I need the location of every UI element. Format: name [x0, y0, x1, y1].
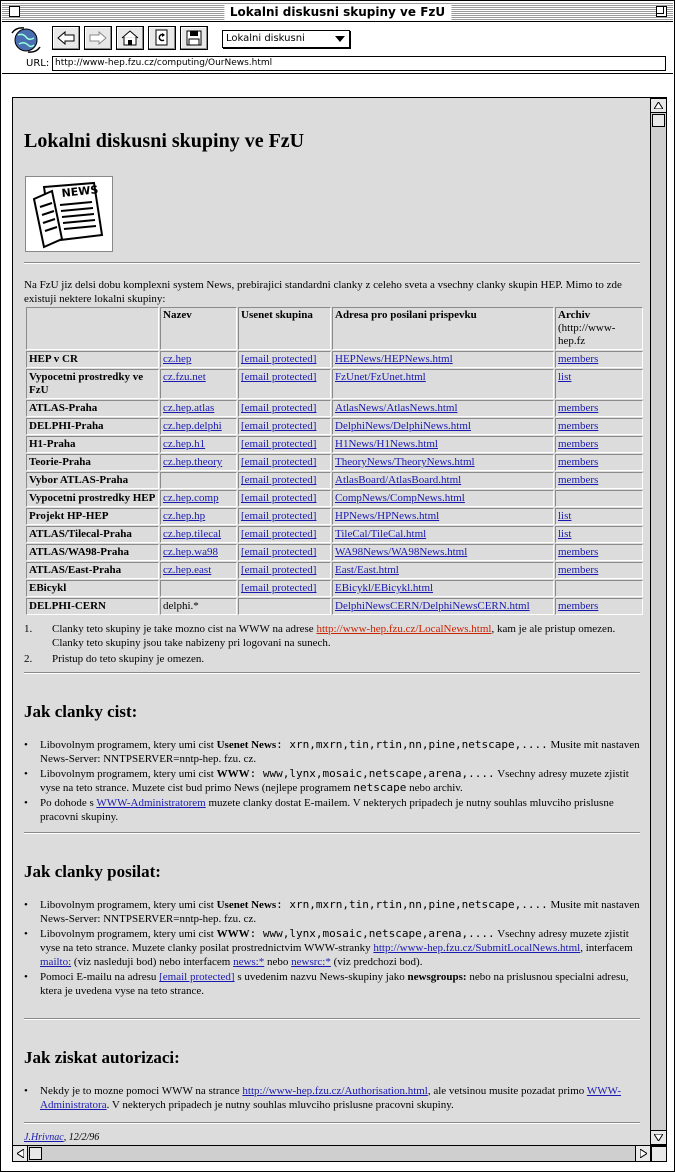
- table-row: [26, 454, 643, 471]
- group-name: EBicykl: [26, 580, 159, 597]
- table-cell: [160, 369, 237, 399]
- table-cell: [332, 351, 554, 368]
- usenet-link[interactable]: [email protected]: [241, 353, 317, 365]
- table-cell: [160, 436, 237, 453]
- footnotes: [24, 622, 640, 668]
- nazev-link[interactable]: cz.hep: [163, 353, 192, 365]
- author-link[interactable]: J.Hrivnac: [24, 1132, 64, 1143]
- table-row: [26, 436, 643, 453]
- table-header-cell: Adresa pro posilani prispevku: [332, 307, 554, 350]
- usenet-link[interactable]: [email protected]: [241, 371, 317, 383]
- table-cell: [332, 472, 554, 489]
- table-row: [26, 369, 643, 399]
- usenet-link[interactable]: [email protected]: [241, 564, 317, 576]
- adresa-link[interactable]: TheoryNews/TheoryNews.html: [335, 456, 475, 468]
- table-cell: [238, 369, 331, 399]
- scroll-left-arrow-icon[interactable]: [13, 1146, 28, 1161]
- table-row: [26, 526, 643, 543]
- usenet-link[interactable]: [email protected]: [241, 546, 317, 558]
- table-cell: [238, 598, 331, 615]
- groups-table: [25, 306, 644, 616]
- archiv-link[interactable]: members: [558, 402, 599, 414]
- archiv-link[interactable]: list: [558, 371, 572, 383]
- table-cell: [160, 472, 237, 489]
- adresa-link[interactable]: CompNews/CompNews.html: [335, 492, 465, 504]
- usenet-link[interactable]: [email protected]: [241, 402, 317, 414]
- svg-text:NEWS: NEWS: [60, 183, 99, 200]
- table-row: [26, 418, 643, 435]
- adresa-link[interactable]: DelphiNews/DelphiNews.html: [335, 420, 471, 432]
- archiv-link[interactable]: members: [558, 438, 599, 450]
- adresa-link[interactable]: EBicykl/EBicykl.html: [335, 582, 434, 594]
- group-name: ATLAS/Tilecal-Praha: [26, 526, 159, 543]
- table-cell: [555, 544, 643, 561]
- table-cell: [332, 436, 554, 453]
- table-cell: [160, 508, 237, 525]
- table-cell: [555, 472, 643, 489]
- divider: [24, 672, 640, 674]
- email-link[interactable]: [email protected]: [159, 971, 235, 983]
- table-row: [26, 544, 643, 561]
- archiv-link[interactable]: members: [558, 546, 599, 558]
- table-header-cell: Nazev: [160, 307, 237, 350]
- disk-icon: [186, 30, 202, 46]
- newsrc-link[interactable]: newsrc:*: [291, 956, 331, 968]
- resize-grip-icon[interactable]: [651, 1146, 667, 1162]
- footnote-1: 1. Clanky teto skupiny je take mozno cist na WWW na adrese http://www-hep.fzu.cz/LocalNews.html, kam je ale pristup omezen. Clanky teto skupiny jsou take nabizeny pri logovani na sunech.: [24, 623, 616, 649]
- scroll-thumb[interactable]: [652, 114, 665, 127]
- archiv-link[interactable]: members: [558, 456, 599, 468]
- forward-button[interactable]: [84, 26, 112, 50]
- table-cell: [332, 580, 554, 597]
- back-arrow-icon: [57, 31, 75, 45]
- table-cell: [555, 526, 643, 543]
- title-bar[interactable]: [2, 2, 673, 22]
- forward-arrow-icon: [89, 31, 107, 45]
- table-row: [26, 580, 643, 597]
- adresa-link[interactable]: AtlasNews/AtlasNews.html: [335, 402, 458, 414]
- table-cell: [160, 562, 237, 579]
- nazev-link[interactable]: cz.hep.tilecal: [163, 528, 222, 540]
- group-name: ATLAS-Praha: [26, 400, 159, 417]
- list-item: • Libovolnym programem, ktery umi cist WWW: www,lynx,mosaic,netscape,arena,.... Vsechny adresy muzete zjistit vyse na teto strance. Muzete cist bud primo News (nejlepe programem netscape nebo archiv.: [24, 767, 640, 795]
- table-cell: [332, 400, 554, 417]
- table-cell: [555, 351, 643, 368]
- table-header-cell: [26, 307, 159, 350]
- table-cell: [160, 351, 237, 368]
- table-cell: [332, 562, 554, 579]
- section-heading-read: Jak clanky cist:: [24, 702, 138, 721]
- submit-news-link[interactable]: http://www-hep.fzu.cz/SubmitLocalNews.html: [373, 942, 581, 954]
- home-icon: [121, 30, 139, 46]
- group-name: Teorie-Praha: [26, 454, 159, 471]
- back-button[interactable]: [52, 26, 80, 50]
- news-image: [25, 176, 113, 252]
- horizontal-scrollbar[interactable]: [12, 1146, 651, 1162]
- table-cell: [555, 598, 643, 615]
- table-row: [26, 400, 643, 417]
- footer-signature: J.Hrivnac, 12/2/96: [24, 1132, 100, 1143]
- list-item: • Libovolnym programem, ktery umi cist Usenet News: xrn,mxrn,tin,rtin,nn,pine,netscape,.... Musite mit nastaven News-Server: NNTPSERVER=nntp-hep. fzu. cz.: [24, 738, 640, 766]
- content-viewport: [12, 97, 651, 1146]
- hscroll-thumb[interactable]: [29, 1147, 42, 1160]
- usenet-link[interactable]: [email protected]: [241, 492, 317, 504]
- url-field[interactable]: http://www-hep.fzu.cz/computing/OurNews.html: [52, 56, 666, 71]
- list-item: • Nekdy je to mozne pomoci WWW na strance http://www-hep.fzu.cz/Authorisation.html, ale vetsinou musite pozadat primo WWW-Administratora. V nekterych pripadech je nutny souhlas mluvciho prislusne pracovni skupiny.: [24, 1084, 640, 1112]
- group-name: Vypocetni prostredky HEP: [26, 490, 159, 507]
- divider: [24, 1122, 640, 1124]
- scroll-down-arrow-icon[interactable]: [651, 1130, 666, 1145]
- table-cell: [238, 454, 331, 471]
- divider: [24, 1018, 640, 1020]
- section-heading-post: Jak clanky posilat:: [24, 862, 161, 881]
- section-heading-auth: Jak ziskat autorizaci:: [24, 1048, 180, 1067]
- archiv-link[interactable]: members: [558, 353, 599, 365]
- news-link[interactable]: news:*: [233, 956, 265, 968]
- group-name: ATLAS/WA98-Praha: [26, 544, 159, 561]
- authorisation-link[interactable]: http://www-hep.fzu.cz/Authorisation.html: [242, 1085, 428, 1097]
- usenet-link[interactable]: [email protected]: [241, 582, 317, 594]
- table-cell: [238, 400, 331, 417]
- archiv-link[interactable]: list: [558, 510, 572, 522]
- group-name: DELPHI-Praha: [26, 418, 159, 435]
- table-cell: [332, 508, 554, 525]
- table-header-cell: Archiv (http://www-hep.fz: [555, 307, 643, 350]
- archiv-link[interactable]: members: [558, 600, 599, 612]
- table-row: [26, 598, 643, 615]
- table-cell: [555, 418, 643, 435]
- zoom-box[interactable]: [656, 6, 667, 17]
- globe-logo-icon[interactable]: [10, 25, 42, 55]
- table-cell: [160, 526, 237, 543]
- table-cell: [555, 490, 643, 507]
- table-cell: [332, 369, 554, 399]
- archiv-link[interactable]: members: [558, 474, 599, 486]
- table-header-cell: Usenet skupina: [238, 307, 331, 350]
- adresa-link[interactable]: FzUnet/FzUnet.html: [335, 371, 426, 383]
- list-item: • Pomoci E-mailu na adresu [email protected] s uvedenim nazvu News-skupiny jako newsgroups: nebo na prislusnou specialni adresu, ktera je uvedena vyse na teto strance.: [24, 970, 640, 998]
- table-cell: [332, 490, 554, 507]
- nazev-link[interactable]: cz.hep.comp: [163, 492, 219, 504]
- adresa-link[interactable]: TileCal/TileCal.html: [335, 528, 427, 540]
- table-cell: [332, 454, 554, 471]
- chevron-down-icon: [335, 36, 345, 42]
- www-admin-link[interactable]: WWW-Administratora: [40, 1085, 622, 1111]
- table-cell: [332, 526, 554, 543]
- table-row: [26, 508, 643, 525]
- adresa-link[interactable]: H1News/H1News.html: [335, 438, 438, 450]
- group-name: DELPHI-CERN: [26, 598, 159, 615]
- www-admin-link[interactable]: WWW-Administratorem: [96, 797, 206, 809]
- usenet-link[interactable]: [email protected]: [241, 456, 317, 468]
- table-row: [26, 351, 643, 368]
- intro-text: Na FzU jiz delsi dobu komplexni system News, prebirajici standardni clanky z celeho sveta a vsechny clanky skupin HEP. Mimo to zde existuji nektere lokalni skupiny:: [24, 279, 622, 305]
- usenet-link[interactable]: [email protected]: [241, 438, 317, 450]
- location-select[interactable]: [222, 30, 350, 48]
- group-name: H1-Praha: [26, 436, 159, 453]
- reload-button[interactable]: [148, 26, 176, 50]
- vertical-scrollbar[interactable]: [651, 97, 667, 1146]
- divider: [24, 262, 640, 264]
- table-cell: [160, 544, 237, 561]
- table-cell: [160, 490, 237, 507]
- nazev-link[interactable]: cz.hep.atlas: [163, 402, 215, 414]
- table-header-row: [26, 307, 643, 350]
- table-cell: [238, 436, 331, 453]
- table-row: [26, 490, 643, 507]
- post-list: [24, 898, 640, 999]
- home-button[interactable]: [116, 26, 144, 50]
- table-cell: [238, 526, 331, 543]
- adresa-link[interactable]: HEPNews/HEPNews.html: [335, 353, 453, 365]
- close-box[interactable]: [9, 6, 20, 17]
- table-cell: [332, 598, 554, 615]
- page-title: Lokalni diskusni skupiny ve FzU: [24, 130, 305, 152]
- table-cell: [555, 508, 643, 525]
- footnote-2: 2. Pristup do teto skupiny je omezen.: [24, 653, 205, 665]
- table-cell: [332, 418, 554, 435]
- nazev-link[interactable]: cz.hep.delphi: [163, 420, 222, 432]
- nazev-link[interactable]: cz.hep.east: [163, 564, 212, 576]
- newspaper-icon: [26, 177, 112, 251]
- url-label: URL:: [26, 58, 50, 69]
- table-cell: [238, 351, 331, 368]
- read-list: [24, 738, 640, 825]
- list-item: • Libovolnym programem, ktery umi cist Usenet News: xrn,mxrn,tin,rtin,nn,pine,netscape,.... Musite mit nastaven News-Server: NNTPSERVER=nntp-hep. fzu. cz.: [24, 898, 640, 926]
- group-name: Projekt HP-HEP: [26, 508, 159, 525]
- table-cell: [555, 454, 643, 471]
- table-cell: delphi.*: [160, 598, 237, 615]
- archiv-link[interactable]: members: [558, 420, 599, 432]
- table-cell: [238, 580, 331, 597]
- table-cell: [555, 562, 643, 579]
- group-name: HEP v CR: [26, 351, 159, 368]
- nazev-link[interactable]: cz.hep.hp: [163, 510, 206, 522]
- table-cell: [332, 544, 554, 561]
- table-cell: [555, 580, 643, 597]
- table-row: [26, 562, 643, 579]
- adresa-link[interactable]: HPNews/HPNews.html: [335, 510, 440, 522]
- nazev-link[interactable]: cz.hep.wa98: [163, 546, 218, 558]
- nazev-link[interactable]: cz.hep.theory: [163, 456, 223, 468]
- group-name: Vypocetni prostredky ve FzU: [26, 369, 159, 399]
- scroll-up-arrow-icon[interactable]: [651, 98, 666, 113]
- table-cell: [555, 436, 643, 453]
- nazev-link[interactable]: cz.hep.h1: [163, 438, 206, 450]
- adresa-link[interactable]: AtlasBoard/AtlasBoard.html: [335, 474, 462, 486]
- auth-list: [24, 1084, 640, 1113]
- list-item: • Libovolnym programem, ktery umi cist WWW: www,lynx,mosaic,netscape,arena,.... Vsechny adresy muzete zjistit vyse na teto strance. Muzete clanky posilat prostrednictvim WWW-stranky http://www-hep.fzu.cz/SubmitLocalNews.html, interfacem mailto: (viz nasleduji bod) nebo interfacem news:* nebo newsrc:* (viz predchozi bod).: [24, 927, 640, 969]
- localnews-link[interactable]: http://www-hep.fzu.cz/LocalNews.html: [316, 623, 492, 635]
- table-cell: [238, 418, 331, 435]
- archiv-link[interactable]: members: [558, 564, 599, 576]
- location-select-value: Lokalni diskusni: [226, 33, 305, 44]
- archiv-link[interactable]: list: [558, 528, 572, 540]
- usenet-link[interactable]: [email protected]: [241, 528, 317, 540]
- table-row: [26, 472, 643, 489]
- usenet-link[interactable]: [email protected]: [241, 510, 317, 522]
- usenet-link[interactable]: [email protected]: [241, 420, 317, 432]
- table-cell: [160, 418, 237, 435]
- usenet-link[interactable]: [email protected]: [241, 474, 317, 486]
- table-cell: [238, 472, 331, 489]
- table-cell: [160, 580, 237, 597]
- adresa-link[interactable]: WA98News/WA98News.html: [335, 546, 468, 558]
- table-cell: [160, 454, 237, 471]
- group-name: ATLAS/East-Praha: [26, 562, 159, 579]
- window-title: Lokalni diskusni skupiny ve FzU: [224, 4, 451, 20]
- reload-icon: [154, 29, 170, 47]
- list-item: • Po dohode s WWW-Administratorem muzete clanky dostat E-mailem. V nekterych pripadech je nutny souhlas mluvciho prislusne pracovni skupiny.: [24, 796, 640, 824]
- save-button[interactable]: [180, 26, 208, 50]
- table-cell: [555, 369, 643, 399]
- scroll-right-arrow-icon[interactable]: [635, 1146, 650, 1161]
- nazev-link[interactable]: cz.fzu.net: [163, 371, 206, 383]
- mailto-link[interactable]: mailto:: [40, 956, 72, 968]
- divider: [24, 832, 640, 834]
- table-cell: [238, 544, 331, 561]
- adresa-link[interactable]: East/East.html: [335, 564, 399, 576]
- toolbar: [2, 22, 673, 74]
- table-cell: [238, 490, 331, 507]
- table-cell: [160, 400, 237, 417]
- table-cell: [238, 562, 331, 579]
- group-name: Vybor ATLAS-Praha: [26, 472, 159, 489]
- table-cell: [238, 508, 331, 525]
- table-cell: [555, 400, 643, 417]
- adresa-link[interactable]: DelphiNewsCERN/DelphiNewsCERN.html: [335, 600, 530, 612]
